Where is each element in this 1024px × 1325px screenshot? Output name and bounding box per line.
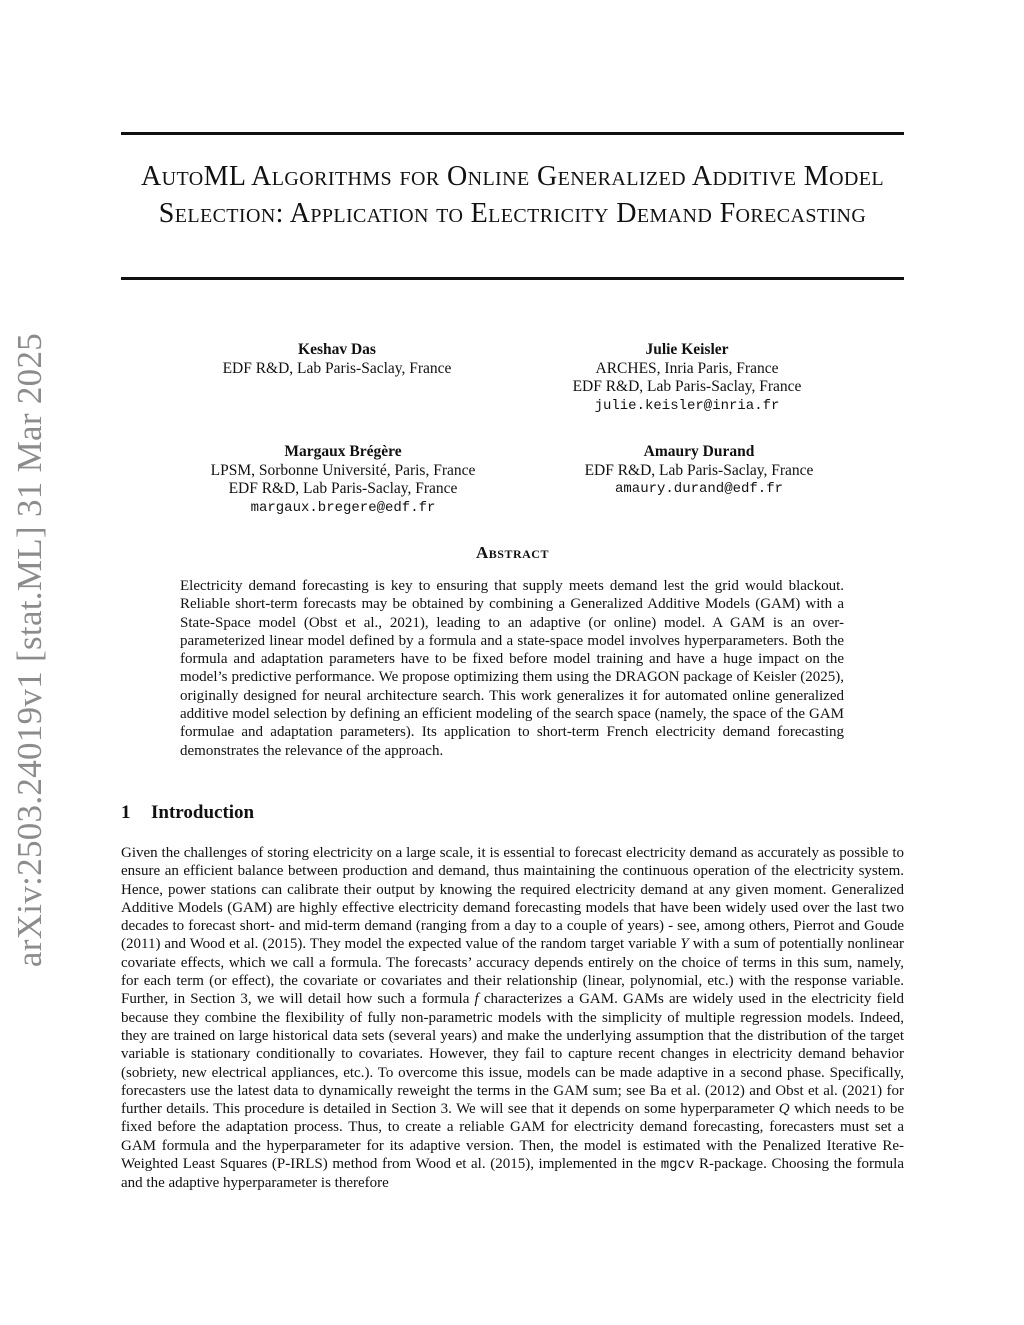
author-name: Keshav Das (298, 341, 376, 358)
author-name: Julie Keisler (645, 341, 729, 358)
introduction-paragraph (121, 844, 904, 1193)
author-affiliation: EDF R&D, Lab Paris-Saclay, France (584, 461, 814, 479)
math-variable: Q (778, 1101, 790, 1118)
author-name: Amaury Durand (643, 443, 755, 460)
author-affiliation: EDF R&D, Lab Paris-Saclay, France (222, 359, 452, 377)
author-email: margaux.bregere@edf.fr (250, 499, 436, 516)
intro-text: R-package. Choosing the formula and the adaptive hyperparameter is therefore (121, 1156, 904, 1192)
math-variable: f (474, 991, 479, 1008)
author-affiliation: EDF R&D, Lab Paris-Saclay, France (572, 378, 802, 395)
section-number: 1 (121, 802, 131, 823)
author-block (529, 443, 869, 499)
abstract-heading: Abstract (476, 543, 549, 562)
author-block (173, 443, 513, 517)
author-email: amaury.durand@edf.fr (614, 481, 784, 497)
intro-text: characterizes a GAM. GAMs are widely used in the electricity field because they combine the flexibility of fully non-parametric models with the simplicity of multiple regression models. Indeed, they are trained on large historical data sets (several years) and make the underlying assumption that the distribution of the target variable is stationary conditionally to covariates. However, they fail to capture recent changes in electricity demand behavior (sobriety, new electrical appliances, etc.). To overcome this issue, models can be made adaptive in a second phase. Specifically, forecasters use the latest data to dynamically reweight the terms in the GAM sum; see Ba et al. (2012) and Obst et al. (2021) for further details. This procedure is detailed in Section 3. We will see that it depends on some hyperparameter (121, 991, 904, 1118)
paper-title: AutoML Algorithms for Online Generalized Additive Model Selection: Application to Electricity Demand Forecasting (141, 161, 884, 229)
author-block (167, 341, 507, 378)
intro-text: which needs to be fixed before the adaptation process. Thus, to create a reliable GAM for electricity demand forecasting, forecasters must set a GAM formula and the hyperparameter for its adaptive version. Then, the model is estimated with the Penalized Iterative Re-Weighted Least Squares (P-IRLS) method from Wood et al. (2015), implemented in the (121, 1101, 904, 1173)
author-affiliation: EDF R&D, Lab Paris-Saclay, France (228, 480, 458, 497)
intro-text: with a sum of potentially nonlinear covariate effects, which we call a formula. The forecasts’ accuracy depends entirely on the choice of terms in this sum, namely, for each term (or effect), the covariate or covariates and their relationship (linear, polynomial, etc.) with the response variable. Further, in Section 3, we will detail how such a formula (121, 936, 905, 1008)
section-title: Introduction (151, 802, 255, 823)
author-block (517, 341, 857, 415)
abstract-text: Electricity demand forecasting is key to ensuring that supply meets demand lest the grid would blackout. Reliable short-term forecasts may be obtained by combining a Generalized Additive Models (GAM) with a State-Space model (Obst et al., 2021), leading to an adaptive (or online) model. A GAM is an over-parameterized linear model defined by a formula and a state-space model involves hyperparameters. Both the formula and adaptation parameters have to be fixed before model training and have a huge impact on the model’s predictive performance. We propose optimizing them using the DRAGON package of Keisler (2025), originally designed for neural architecture search. This work generalizes it for automated online generalized additive model selection by defining an efficient modeling of the search space (namely, the space of the GAM formulae and adaptation parameters). Its application to short-term French electricity demand forecasting demonstrates the relevance of the approach. (180, 578, 844, 759)
author-affiliation: ARCHES, Inria Paris, France (595, 359, 779, 377)
title-bottom-rule (121, 277, 904, 280)
code-package-name: mgcv (660, 1157, 695, 1174)
arxiv-identifier-text: arXiv:2503.24019v1 [stat.ML] 31 Mar 2025 (10, 332, 49, 968)
author-name: Margaux Brégère (284, 443, 402, 460)
author-affiliation: LPSM, Sorbonne Université, Paris, France (210, 461, 476, 479)
author-email: julie.keisler@inria.fr (594, 397, 780, 414)
math-variable: Y (680, 936, 689, 953)
intro-text: Given the challenges of storing electricity on a large scale, it is essential to forecast electricity demand as accurately as possible to ensure an efficient balance between production and demand, thus maintaining the continuous operation of the electricity system. Hence, power stations can calibrate their output by knowing the required electricity demand at any given moment. Generalized Additive Models (GAM) are highly effective electricity demand forecasting models that have been widely used over the last two decades to forecast short- and mid-term demand (ranging from a day to a couple of years) - see, among others, Pierrot and Goude (2011) and Wood et al. (2015). They model the expected value of the random target variable (121, 845, 904, 953)
title-top-rule (121, 132, 904, 135)
arxiv-identifier-stamp (0, 332, 60, 968)
section-heading (121, 802, 904, 824)
